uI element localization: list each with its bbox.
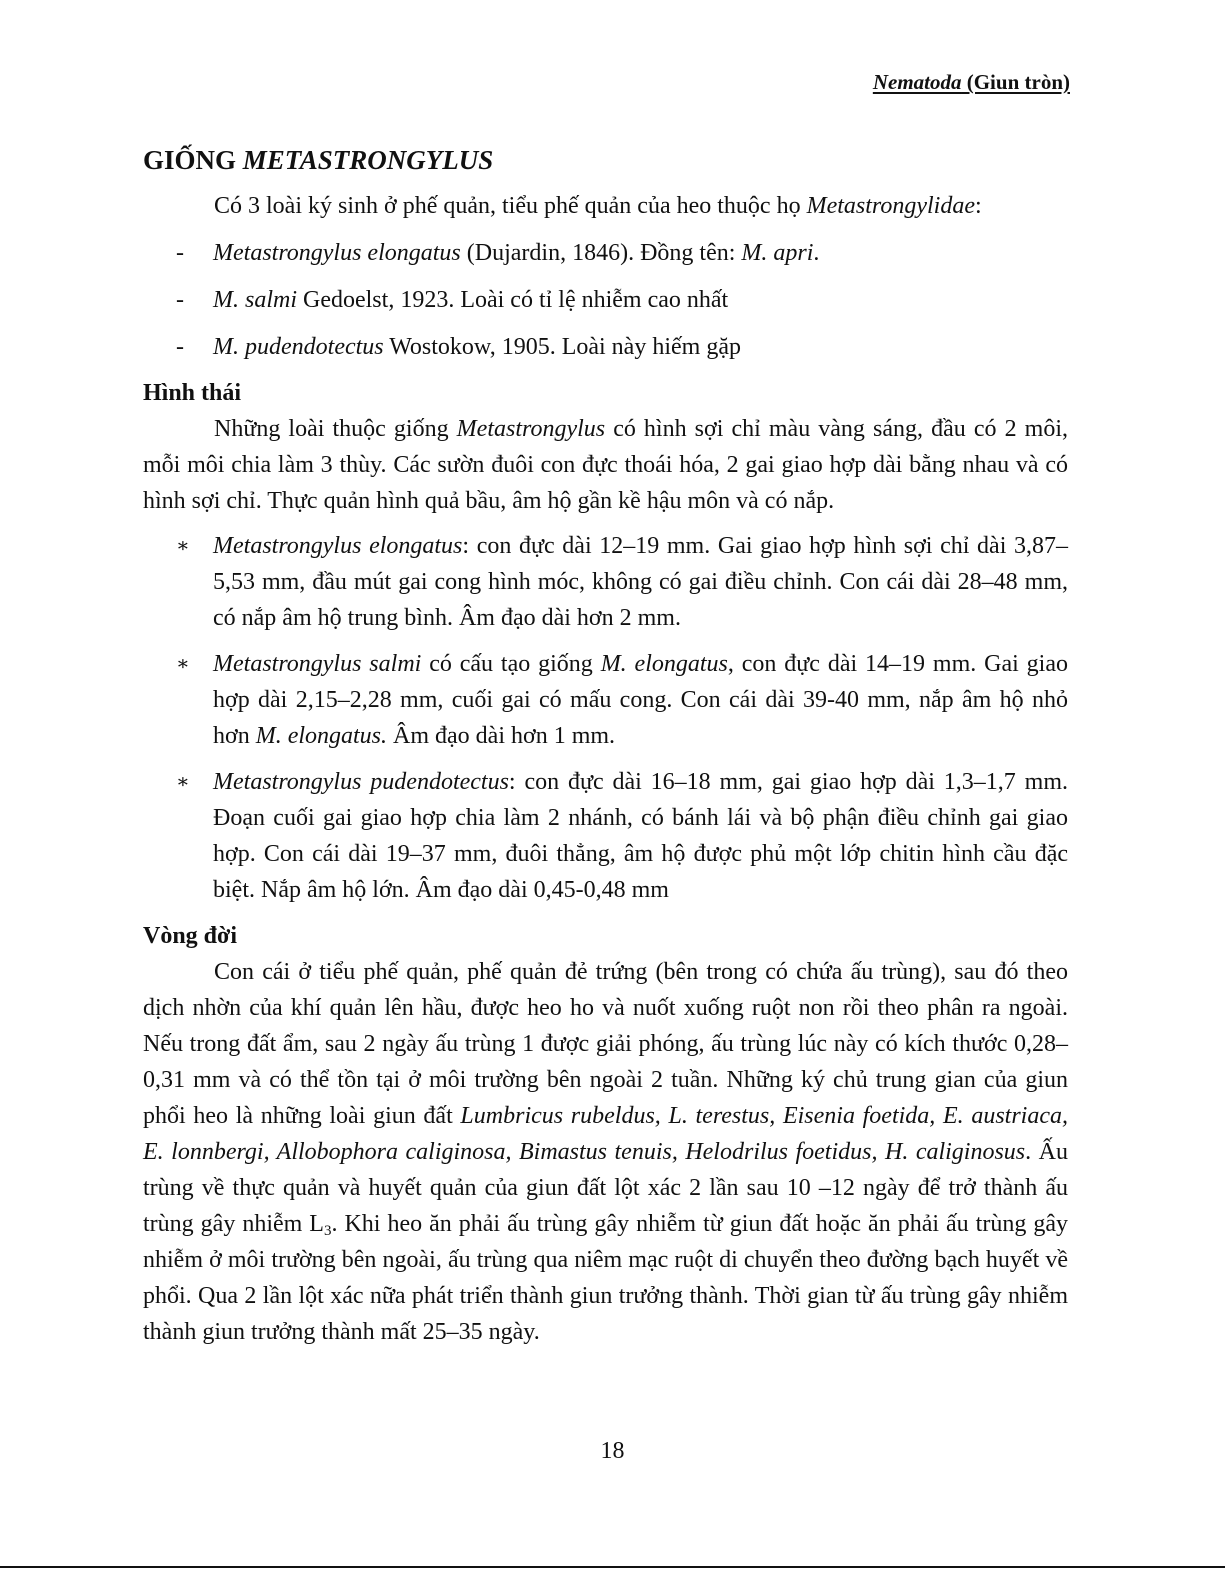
bottom-rule (0, 1566, 1225, 1568)
species-text: Wostokow, 1905. Loài này hiếm gặp (383, 334, 741, 360)
morph-text-b: có hình sợi chỉ màu vàng sáng, đầu có 2 môi, mỗi môi chia làm 3 thùy. Các sườn đuôi con đực thoái hóa, 2 gai giao hợp dài bằng nhau và có hình sợi chỉ. Thực quản hình quả bầu, âm hộ gần kề hậu môn và có nắp. (143, 416, 1068, 514)
section-title (143, 142, 1068, 178)
life-italic-species: Lumbricus rubeldus, L. terestus, Eisenia foetida, E. austriaca, E. lonnbergi, Allobophora caliginosa, Bimastus tenuis, Helodrilus foetidus, H. caliginosus (143, 1103, 1068, 1165)
item-italic-2: M. elongatus (600, 651, 728, 677)
life-text-a: Con cái ở tiểu phế quản, phế quản đẻ trứng (bên trong có chứa ấu trùng), sau đó theo dịch nhờn của khí quản lên hầu, được heo ho và nuốt xuống ruột non rồi theo phân ra ngoài. Nếu trong đất ẩm, sau 2 ngày ấu trùng 1 được giải phóng, ấu trùng lúc này có kích thước 0,28–0,31 mm và có thể tồn tại ở môi trường bên ngoài 2 tuần. Những ký chủ trung gian của giun phổi heo là những loài giun đất (143, 959, 1068, 1129)
life-text-c: . Khi heo ăn phải ấu trùng gây nhiễm từ giun đất hoặc ăn phải ấu trùng gây nhiễm ở môi trường bên ngoài, ấu trùng qua niêm mạc ruột di chuyển theo đường bạch huyết về phổi. Qua 2 lần lột xác nữa phát triển thành giun trưởng thành. Thời gian từ ấu trùng gây nhiễm thành giun trưởng thành mất 25–35 ngày. (143, 1211, 1068, 1345)
heading-life-cycle: Vòng đời (143, 923, 237, 949)
running-header (873, 70, 1070, 95)
species-item (143, 235, 1068, 271)
dash-mark: - (176, 334, 184, 360)
morphology-paragraph (143, 411, 1068, 519)
species-item (143, 282, 1068, 318)
item-italic: Metastrongylus pudendotectus (213, 769, 509, 795)
page-content (143, 142, 1068, 1350)
star-mark: ∗ (176, 653, 190, 675)
life-text-b: . Ấu trùng về thực quản và huyết quản của giun đất lột xác 2 lần sau 10 –12 ngày để trở thành ấu trùng gây nhiễm L (143, 1139, 1068, 1237)
species-name: M. pudendotectus (213, 334, 384, 360)
item-text-3: Âm đạo dài hơn 1 mm. (387, 723, 616, 749)
morphology-item (143, 764, 1068, 908)
title-italic: METASTRONGYLUS (242, 145, 494, 175)
star-mark: ∗ (176, 535, 190, 557)
intro-italic: Metastrongylidae (806, 193, 975, 219)
dash-mark: - (176, 287, 184, 313)
header-rest: (Giun tròn) (961, 70, 1070, 94)
item-text-2: , con đực dài 14–19 mm. Gai giao hợp dài 2,15–2,28 mm, cuối gai có mấu cong. Con cái dài 39-40 mm, nắp âm hộ nhỏ hơn (213, 651, 1068, 749)
item-text: : con đực dài 16–18 mm, gai giao hợp dài 1,3–1,7 mm. Đoạn cuối gai giao hợp chia làm 2 nhánh, có bánh lái và bộ phận điều chỉnh gai giao hợp. Con cái dài 19–37 mm, đuôi thẳng, âm hộ được phủ một lớp chitin hình cầu đặc biệt. Nắp âm hộ lớn. Âm đạo dài 0,45-0,48 mm (213, 769, 1068, 903)
intro-text: Có 3 loài ký sinh ở phế quản, tiểu phế quản của heo thuộc họ (214, 193, 807, 219)
species-name: Metastrongylus elongatus (213, 240, 461, 266)
title-prefix: GIỐNG (143, 145, 243, 175)
morph-text-a: Những loài thuộc giống (214, 416, 457, 442)
intro-end: : (975, 193, 982, 219)
heading-morphology: Hình thái (143, 380, 242, 406)
item-text: có cấu tạo giống (421, 651, 601, 677)
item-italic: Metastrongylus elongatus (213, 533, 463, 559)
species-item (143, 329, 1068, 365)
dash-mark: - (176, 240, 184, 266)
item-italic: Metastrongylus salmi (213, 651, 422, 677)
morphology-item (143, 528, 1068, 636)
species-name: M. salmi (213, 287, 297, 313)
star-mark: ∗ (176, 771, 190, 793)
life-subscript: 3 (323, 1223, 332, 1239)
life-cycle-paragraph (143, 954, 1068, 1350)
species-end: . (813, 240, 820, 266)
species-text: Gedoelst, 1923. Loài có tỉ lệ nhiễm cao nhất (297, 287, 729, 313)
species-text: (Dujardin, 1846). Đồng tên: (460, 240, 742, 266)
morphology-item (143, 646, 1068, 754)
header-italic: Nematoda (872, 70, 962, 94)
morph-italic: Metastrongylus (456, 416, 606, 442)
species-synonym: M. apri (741, 240, 814, 266)
item-text: : con đực dài 12–19 mm. Gai giao hợp hình sợi chỉ dài 3,87–5,53 mm, đầu mút gai cong hình móc, không có gai điều chỉnh. Con cái dài 28–48 mm, có nắp âm hộ trung bình. Âm đạo dài hơn 2 mm. (213, 533, 1068, 631)
item-italic-3: M. elongatus. (255, 723, 388, 749)
intro-paragraph (143, 188, 1068, 224)
page-number: 18 (600, 1438, 625, 1464)
